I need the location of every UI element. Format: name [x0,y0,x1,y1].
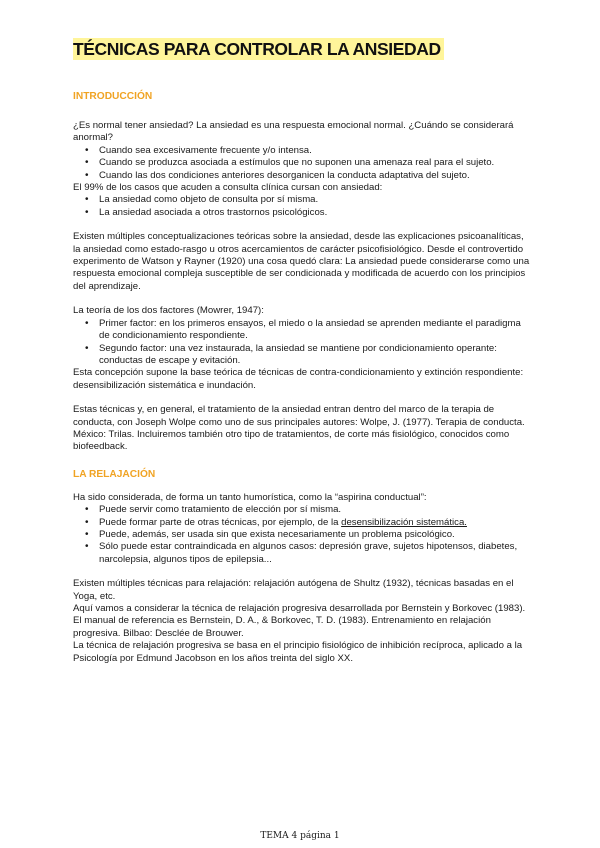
list-item [99,517,533,529]
list-item-text: Puede formar parte de otras técnicas, por ejemplo, de la [99,516,342,528]
section-heading-relax: LA RELAJACIÓN [73,468,156,480]
paragraph: Ha sido considerada, de forma un tanto humorística, como la “aspirina conductual”: [73,491,427,503]
desensitization-link[interactable]: desensibilización sistemática. [341,516,467,528]
list-item: • Puede servir como tratamiento de elección por sí misma. [99,504,533,516]
paragraph: Existen múltiples conceptualizaciones teóricas sobre la ansiedad, desde las explicaciones psicoanalíticas, la ansiedad como estado-rasgo u otros acercamientos de carácter psicofisiológico. Desde el controvertido experimento de Watson y Rayner (1920) una cosa quedó clara: La ansiedad puede considerarse como una respuesta emocional compleja susceptible de ser condicionada y modificada de acuerdo con los principios del aprendizaje. [73,231,530,292]
section-heading-intro: INTRODUCCIÓN [73,91,153,102]
paragraph: La teoría de los dos factores (Mowrer, 1947): [73,305,264,317]
list-item: • Cuando sea excesivamente frecuente y/o intensa. [99,145,533,157]
list-item: • Primer factor: en los primeros ensayos, el miedo o la ansiedad se aprenden mediante el paradigma de condicionamiento respondiente. [99,318,533,343]
list-item: • Cuando las dos condiciones anteriores desorganicen la conducta adaptativa del sujeto. [99,170,533,182]
bullet-list [73,504,533,566]
paragraph: ¿Es normal tener ansiedad? La ansiedad es una respuesta emocional normal. ¿Cuándo se considerará anormal? [73,120,514,144]
paragraph: Esta concepción supone la base teórica de técnicas de contra-condicionamiento y extinción respondiente: desensibilización sistemática e inundación. [73,367,524,391]
list-item: • Segundo factor: una vez instaurada, la ansiedad se mantiene por condicionamiento operante: conductas de escape y evitación. [99,343,533,368]
paragraph: Estas técnicas y, en general, el tratamiento de la ansiedad entran dentro del marco de la terapia de conducta, con Joseph Wolpe como uno de sus principales autores: Wolpe, J. (1977). Terapia de conducta. México: Trilas. Incluiremos también otro tipo de tratamientos, de corte más fisiológico, conocidos como biofeedback. [73,404,525,453]
list-item: • Puede, además, ser usada sin que exista necesariamente un problema psicológico. [99,529,533,541]
bullet-list [73,318,533,368]
list-item: • La ansiedad asociada a otros trastornos psicológicos. [99,207,533,219]
page-footer: TEMA 4 página 1 [260,831,340,841]
list-item: • La ansiedad como objeto de consulta por sí misma. [99,194,533,206]
list-item: • Sólo puede estar contraindicada en algunos casos: depresión grave, sujetos hipotensos, diabetes, narcolepsia, algunos tipos de epilepsia... [99,541,533,566]
document-page [73,38,533,665]
bullet-list [73,145,533,182]
paragraph: La técnica de relajación progresiva se basa en el principio fisiológico de inhibición recíproca, aplicado a la Psicología por Edmund Jacobson en los años treinta del siglo XX. [73,640,523,664]
paragraph: El 99% de los casos que acuden a consulta clínica cursan con ansiedad: [73,182,383,194]
document-title: TÉCNICAS PARA CONTROLAR LA ANSIEDAD [73,38,444,60]
paragraph: Aquí vamos a considerar la técnica de relajación progresiva desarrollada por Bernstein y Borkovec (1983). El manual de referencia es Bernstein, D. A., & Borkovec, T. D. (1983). Entrenamiento en relajación progresiva. Bilbao: Desclée de Brouwer. [73,603,526,639]
bullet-list [73,194,533,219]
paragraph: Existen múltiples técnicas para relajación: relajación autógena de Shultz (1932), técnicas basadas en el Yoga, etc. [73,578,514,602]
list-item: • Cuando se produzca asociada a estímulos que no suponen una amenaza real para el sujeto. [99,157,533,169]
